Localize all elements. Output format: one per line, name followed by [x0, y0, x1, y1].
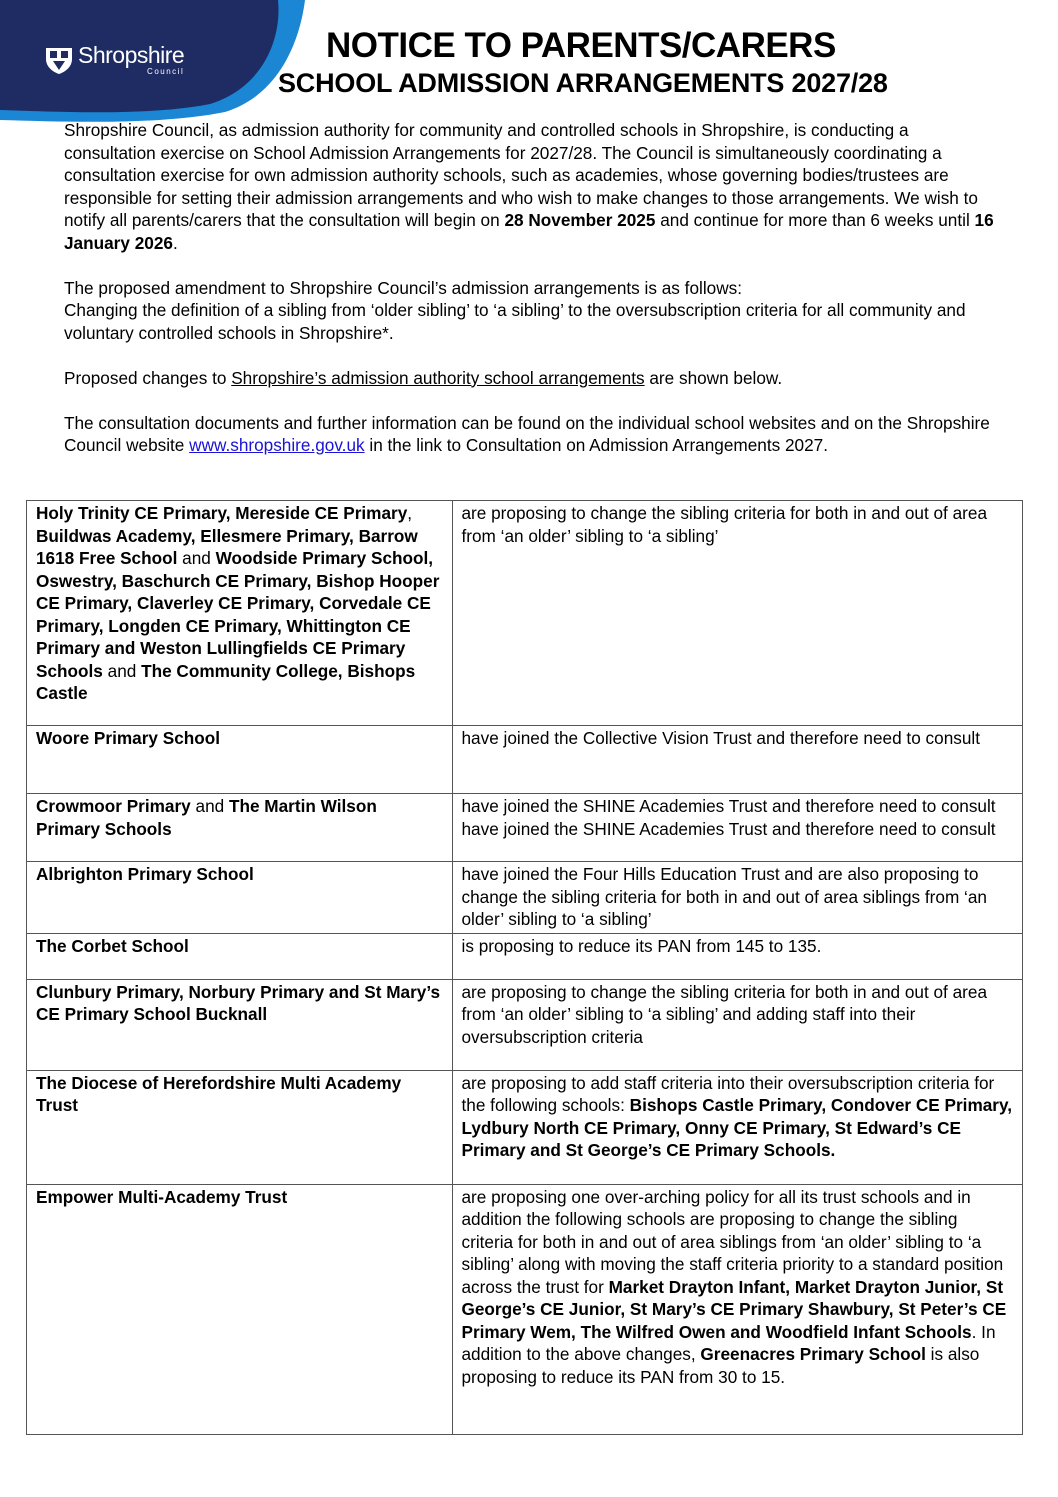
table-row — [27, 979, 1023, 1070]
table-row — [27, 501, 1023, 726]
proposal-cell: have joined the Collective Vision Trust and therefore need to consult — [452, 726, 1023, 794]
end-date: 16 January 2026 — [64, 210, 994, 253]
proposal-cell: are proposing to change the sibling criteria for both in and out of area from ‘an older’ sibling to ‘a sibling’ and adding staff into their oversubscription criteria — [452, 979, 1023, 1070]
school-changes-table — [26, 500, 1023, 1435]
proposal-cell: are proposing to add staff criteria into their oversubscription criteria for the following schools: Bishops Castle Primary, Condover CE Primary, Lydbury North CE Primary, Onny CE Primary, St Edward’s CE Primary and St George’s CE Primary Schools. — [452, 1070, 1023, 1184]
logo-subtitle: Council — [147, 67, 185, 76]
table-row — [27, 726, 1023, 794]
start-date: 28 November 2025 — [504, 210, 656, 230]
proposal-cell: is proposing to reduce its PAN from 145 to 135. — [452, 933, 1023, 979]
table-row — [27, 862, 1023, 934]
shropshire-council-logo — [44, 44, 184, 76]
intro-paragraph-3: Proposed changes to Shropshire’s admission authority school arrangements are shown below. — [64, 367, 783, 388]
table-row — [27, 933, 1023, 979]
school-names-cell: The Diocese of Herefordshire Multi Academy Trust — [27, 1070, 453, 1184]
page-title: NOTICE TO PARENTS/CARERS — [326, 26, 836, 65]
intro-paragraph-1: Shropshire Council, as admission authority for community and controlled schools in Shropshire, is conducting a consultation exercise on School Admission Arrangements for 2027/28. The Council is simultaneously coordinating a consultation exercise for own admission authority schools, such as academies, whose governing bodies/trustees are responsible for setting their admission arrangements and who wish to make changes to those arrangements. We wish to notify all parents/carers that the consultation will begin on 28 November 2025 and continue for more than 6 weeks until 16 January 2026. — [64, 120, 994, 253]
underlined-phrase: Shropshire’s admission authority school arrangements — [231, 367, 645, 388]
intro-paragraph-4: The consultation documents and further information can be found on the individual school websites and on the Shropshire Council website www.shropshire.gov.uk in the link to Consultation on Admission Arrangements 2027. — [64, 412, 990, 455]
page-subtitle: SCHOOL ADMISSION ARRANGEMENTS 2027/28 — [278, 68, 888, 98]
proposal-cell: have joined the SHINE Academies Trust and therefore need to consult have joined the SHINE Academies Trust and therefore need to consult — [452, 794, 1023, 862]
proposal-cell: are proposing to change the sibling criteria for both in and out of area from ‘an older’ sibling to ‘a sibling’ — [452, 501, 1023, 726]
proposal-cell: are proposing one over-arching policy for all its trust schools and in addition the following schools are proposing to change the sibling criteria for both in and out of area siblings from ‘an older’ sibling to ‘a sibling’ along with moving the staff criteria priority to a standard position across the trust for Market Drayton Infant, Market Drayton Junior, St George’s CE Junior, St Mary’s CE Primary Shawbury, St Peter’s CE Primary Wem, The Wilfred Owen and Woodfield Infant Schools. In addition to the above changes, Greenacres Primary School is also proposing to reduce its PAN from 30 to 15. — [452, 1184, 1023, 1434]
school-names-cell: Clunbury Primary, Norbury Primary and St Mary’s CE Primary School Bucknall — [27, 979, 453, 1070]
school-names-cell: Holy Trinity CE Primary, Mereside CE Primary, Buildwas Academy, Ellesmere Primary, Barrow 1618 Free School and Woodside Primary School, Oswestry, Baschurch CE Primary, Bishop Hooper CE Primary, Claverley CE Primary, Corvedale CE Primary, Longden CE Primary, Whittington CE Primary and Weston Lullingfields CE Primary Schools and The Community College, Bishops Castle — [27, 501, 453, 726]
school-names-cell: Empower Multi-Academy Trust — [27, 1184, 453, 1434]
crest-icon — [44, 45, 74, 75]
school-names-cell: Albrighton Primary School — [27, 862, 453, 934]
school-names-cell: Woore Primary School — [27, 726, 453, 794]
table-row — [27, 1184, 1023, 1434]
proposal-cell: have joined the Four Hills Education Trust and are also proposing to change the sibling criteria for both in and out of area siblings from ‘an older’ sibling to ‘a sibling’ — [452, 862, 1023, 934]
school-names-cell: The Corbet School — [27, 933, 453, 979]
intro-text — [64, 119, 1004, 479]
intro-paragraph-2: The proposed amendment to Shropshire Council’s admission arrangements is as follows: Changing the definition of a sibling from ‘older sibling’ to ‘a sibling’ to the oversubscription criteria for all community and voluntary controlled schools in Shropshire*. — [64, 277, 966, 343]
table-row — [27, 794, 1023, 862]
logo-name: Shropshire — [78, 42, 185, 68]
school-names-cell: Crowmoor Primary and The Martin Wilson Primary Schools — [27, 794, 453, 862]
table-row — [27, 1070, 1023, 1184]
council-website-link[interactable]: www.shropshire.gov.uk — [189, 435, 365, 455]
